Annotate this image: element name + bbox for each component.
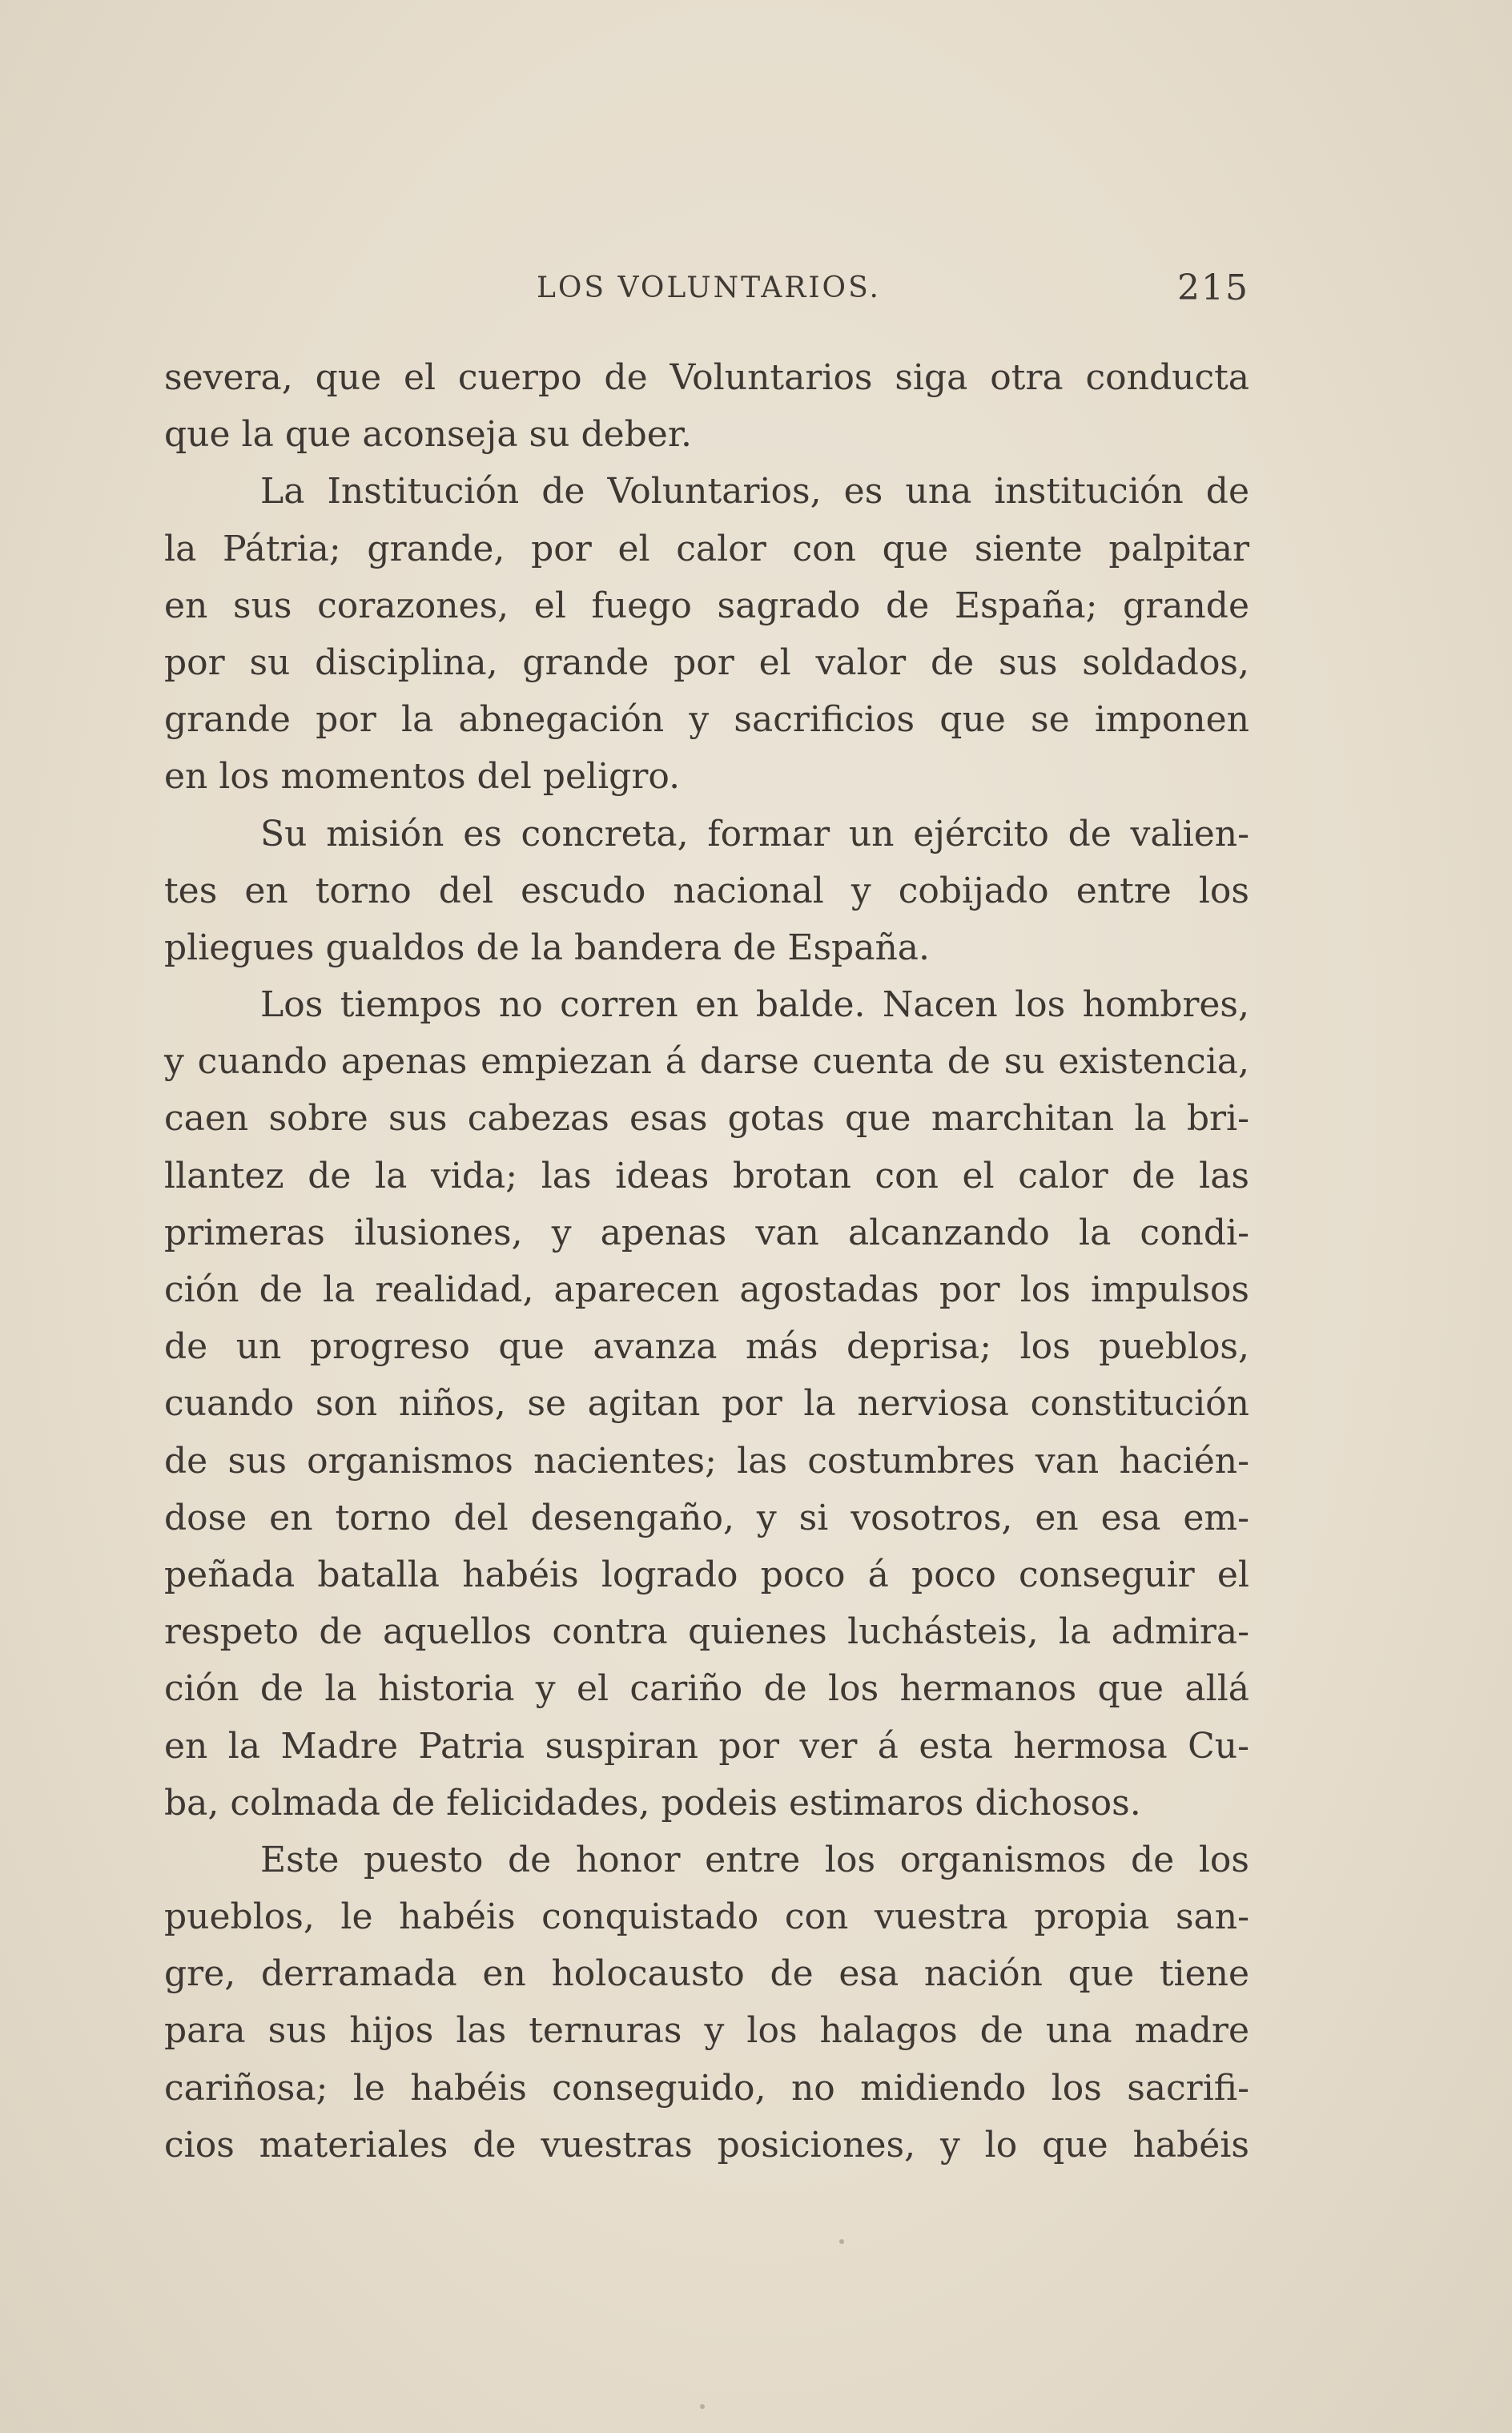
text-line: cuando son niños, se agitan por la nerviosa constitución [164, 1383, 1249, 1425]
text-line: La Institución de Voluntarios, es una institución de [260, 471, 1249, 513]
text-line: pliegues gualdos de la bandera de España. [164, 927, 931, 968]
text-line: pueblos, le habéis conquistado con vuestra propia san- [164, 1896, 1249, 1938]
page-header [164, 264, 1249, 312]
paper-speck [839, 2239, 844, 2244]
page-number: 215 [1177, 267, 1249, 308]
text-line: en sus corazones, el fuego sagrado de España; grande [164, 585, 1249, 626]
text-line: de sus organismos nacientes; las costumbres van hacién- [164, 1440, 1249, 1482]
text-line: cariñosa; le habéis conseguido, no midiendo los sacrifi- [164, 2067, 1249, 2109]
text-line: gre, derramada en holocausto de esa nación que tiene [164, 1953, 1249, 1995]
text-line: en los momentos del peligro. [164, 756, 681, 798]
text-line: grande por la abnegación y sacrificios que se imponen [164, 699, 1249, 741]
text-line: para sus hijos las ternuras y los halagos de una madre [164, 2010, 1249, 2052]
text-line: severa, que el cuerpo de Voluntarios siga otra conducta [164, 357, 1249, 398]
text-line: ción de la realidad, aparecen agostadas por los impulsos [164, 1269, 1249, 1310]
text-line: Los tiempos no corren en balde. Nacen los hombres, [260, 984, 1249, 1026]
text-line: en la Madre Patria suspiran por ver á esta hermosa Cu- [164, 1725, 1249, 1767]
text-line: ción de la historia y el cariño de los hermanos que allá [164, 1668, 1249, 1710]
text-line: caen sobre sus cabezas esas gotas que marchitan la bri- [164, 1098, 1249, 1140]
text-line: por su disciplina, grande por el valor de sus soldados, [164, 641, 1249, 683]
text-line: y cuando apenas empiezan á darse cuenta de su existencia, [164, 1041, 1249, 1083]
text-line: cios materiales de vuestras posiciones, y lo que habéis [164, 2124, 1249, 2166]
text-line: llantez de la vida; las ideas brotan con el calor de las [164, 1155, 1249, 1196]
text-line: la Pátria; grande, por el calor con que siente palpitar [164, 528, 1249, 569]
text-line: Este puesto de honor entre los organismos de los [260, 1839, 1249, 1880]
text-line: que la que aconseja su deber. [164, 414, 693, 456]
text-line: Su misión es concreta, formar un ejército de valien- [260, 813, 1249, 855]
text-line: tes en torno del escudo nacional y cobijado entre los [164, 870, 1249, 911]
text-line: de un progreso que avanza más deprisa; los pueblos, [164, 1326, 1249, 1368]
text-line: dose en torno del desengaño, y si vosotros, en esa em- [164, 1497, 1249, 1538]
text-line: respeto de aquellos contra quienes luchásteis, la admira- [164, 1611, 1249, 1653]
body-text [164, 349, 1249, 2174]
text-line: ba, colmada de felicidades, podeis estimaros dichosos. [164, 1782, 1141, 1824]
paper-speck [700, 2404, 705, 2409]
text-line: peñada batalla habéis logrado poco á poco conseguir el [164, 1554, 1249, 1595]
running-head: LOS VOLUNTARIOS. [537, 271, 881, 304]
text-line: primeras ilusiones, y apenas van alcanzando la condi- [164, 1212, 1249, 1253]
